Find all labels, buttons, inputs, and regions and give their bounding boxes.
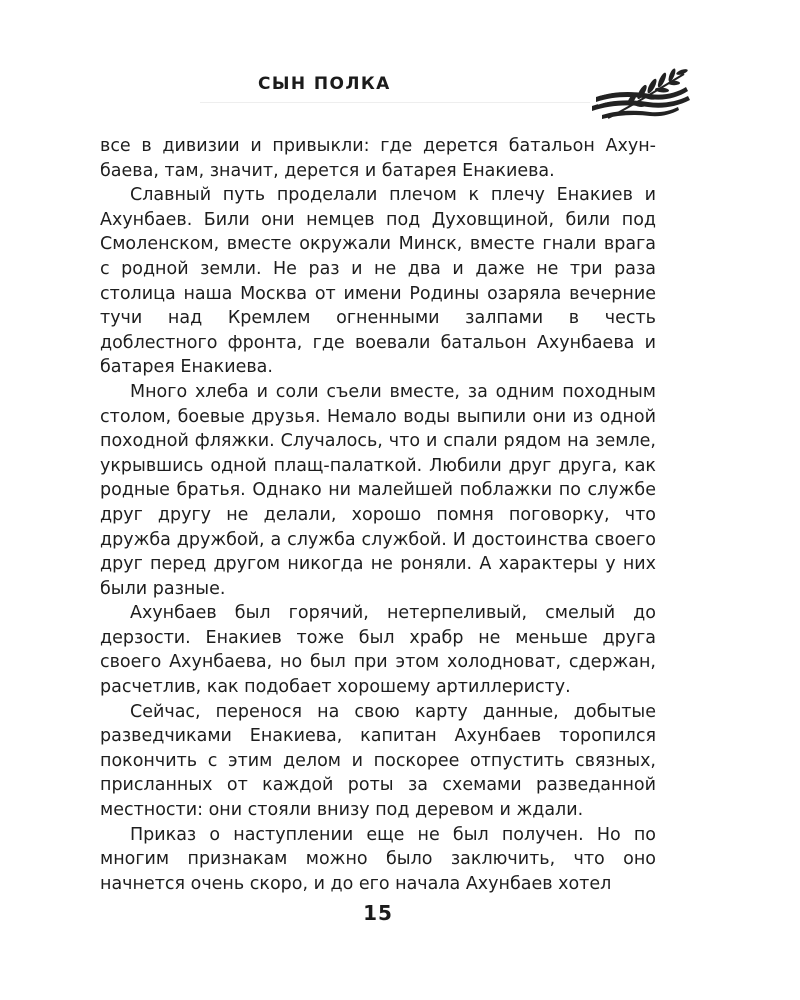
- paragraph-4: Ахунбаев был горячий, нетерпеливый, смелый до дерзости. Енакиев тоже был храбр не меньше друга своего Ахунбаева, но был при этом холодноват, сдержан, расчетлив, как подобает хорошему артиллеристу.: [100, 603, 656, 698]
- paragraph-2: Славный путь проделали плечом к плечу Енакиев и Ахунбаев. Били они немцев под Духовщиной, били под Смоленском, вместе окружали Минск, вместе гнали врага с родной земли. Не раз и не два и даже не три раза столица наша Москва от имени Родины озаряла вечерние тучи над Кремлем огненными залпами в честь доблестного фронта, где воевали батальон Ахунбаева и батарея Енакиева.: [100, 185, 656, 378]
- paragraph-1: все в дивизии и привыкли: где дерется батальон Ахунбаева, там, значит, дерется и батарея Енакиева.: [100, 136, 656, 181]
- page-number: 15: [363, 901, 393, 925]
- page-header: [0, 0, 800, 110]
- paragraph-3: Много хлеба и соли съели вместе, за одним походным столом, боевые друзья. Немало воды выпили они из одной походной фляжки. Случалось, что и спали рядом на земле, укрывшись одной плащ-палаткой. Любили друг друга, как родные братья. Однако ни малейшей поблажки по службе друг другу не делали, хорошо помня поговорку, что дружба дружбой, а служба службой. И достоинства своего друг перед другом никогда не роняли. А характеры у них были разные.: [100, 381, 656, 599]
- laurel-branch-ribbon-icon: [588, 66, 700, 122]
- body-text: [100, 134, 656, 896]
- running-title: СЫН ПОЛКА: [258, 74, 391, 94]
- paragraph-6: Приказ о наступлении еще не был получен. Но по многим признакам можно было заключить, что оно начнется очень скоро, и до его начала Ахунбаев хотел: [100, 824, 656, 894]
- paragraph-5: Сейчас, перенося на свою карту данные, добытые разведчиками Енакиева, капитан Ахунбаев торопился покончить с этим делом и поскорее отпустить связных, присланных от каждой роты за схемами разведанной местности: они стояли внизу под деревом и ждали.: [100, 701, 656, 821]
- header-rule: [200, 102, 590, 103]
